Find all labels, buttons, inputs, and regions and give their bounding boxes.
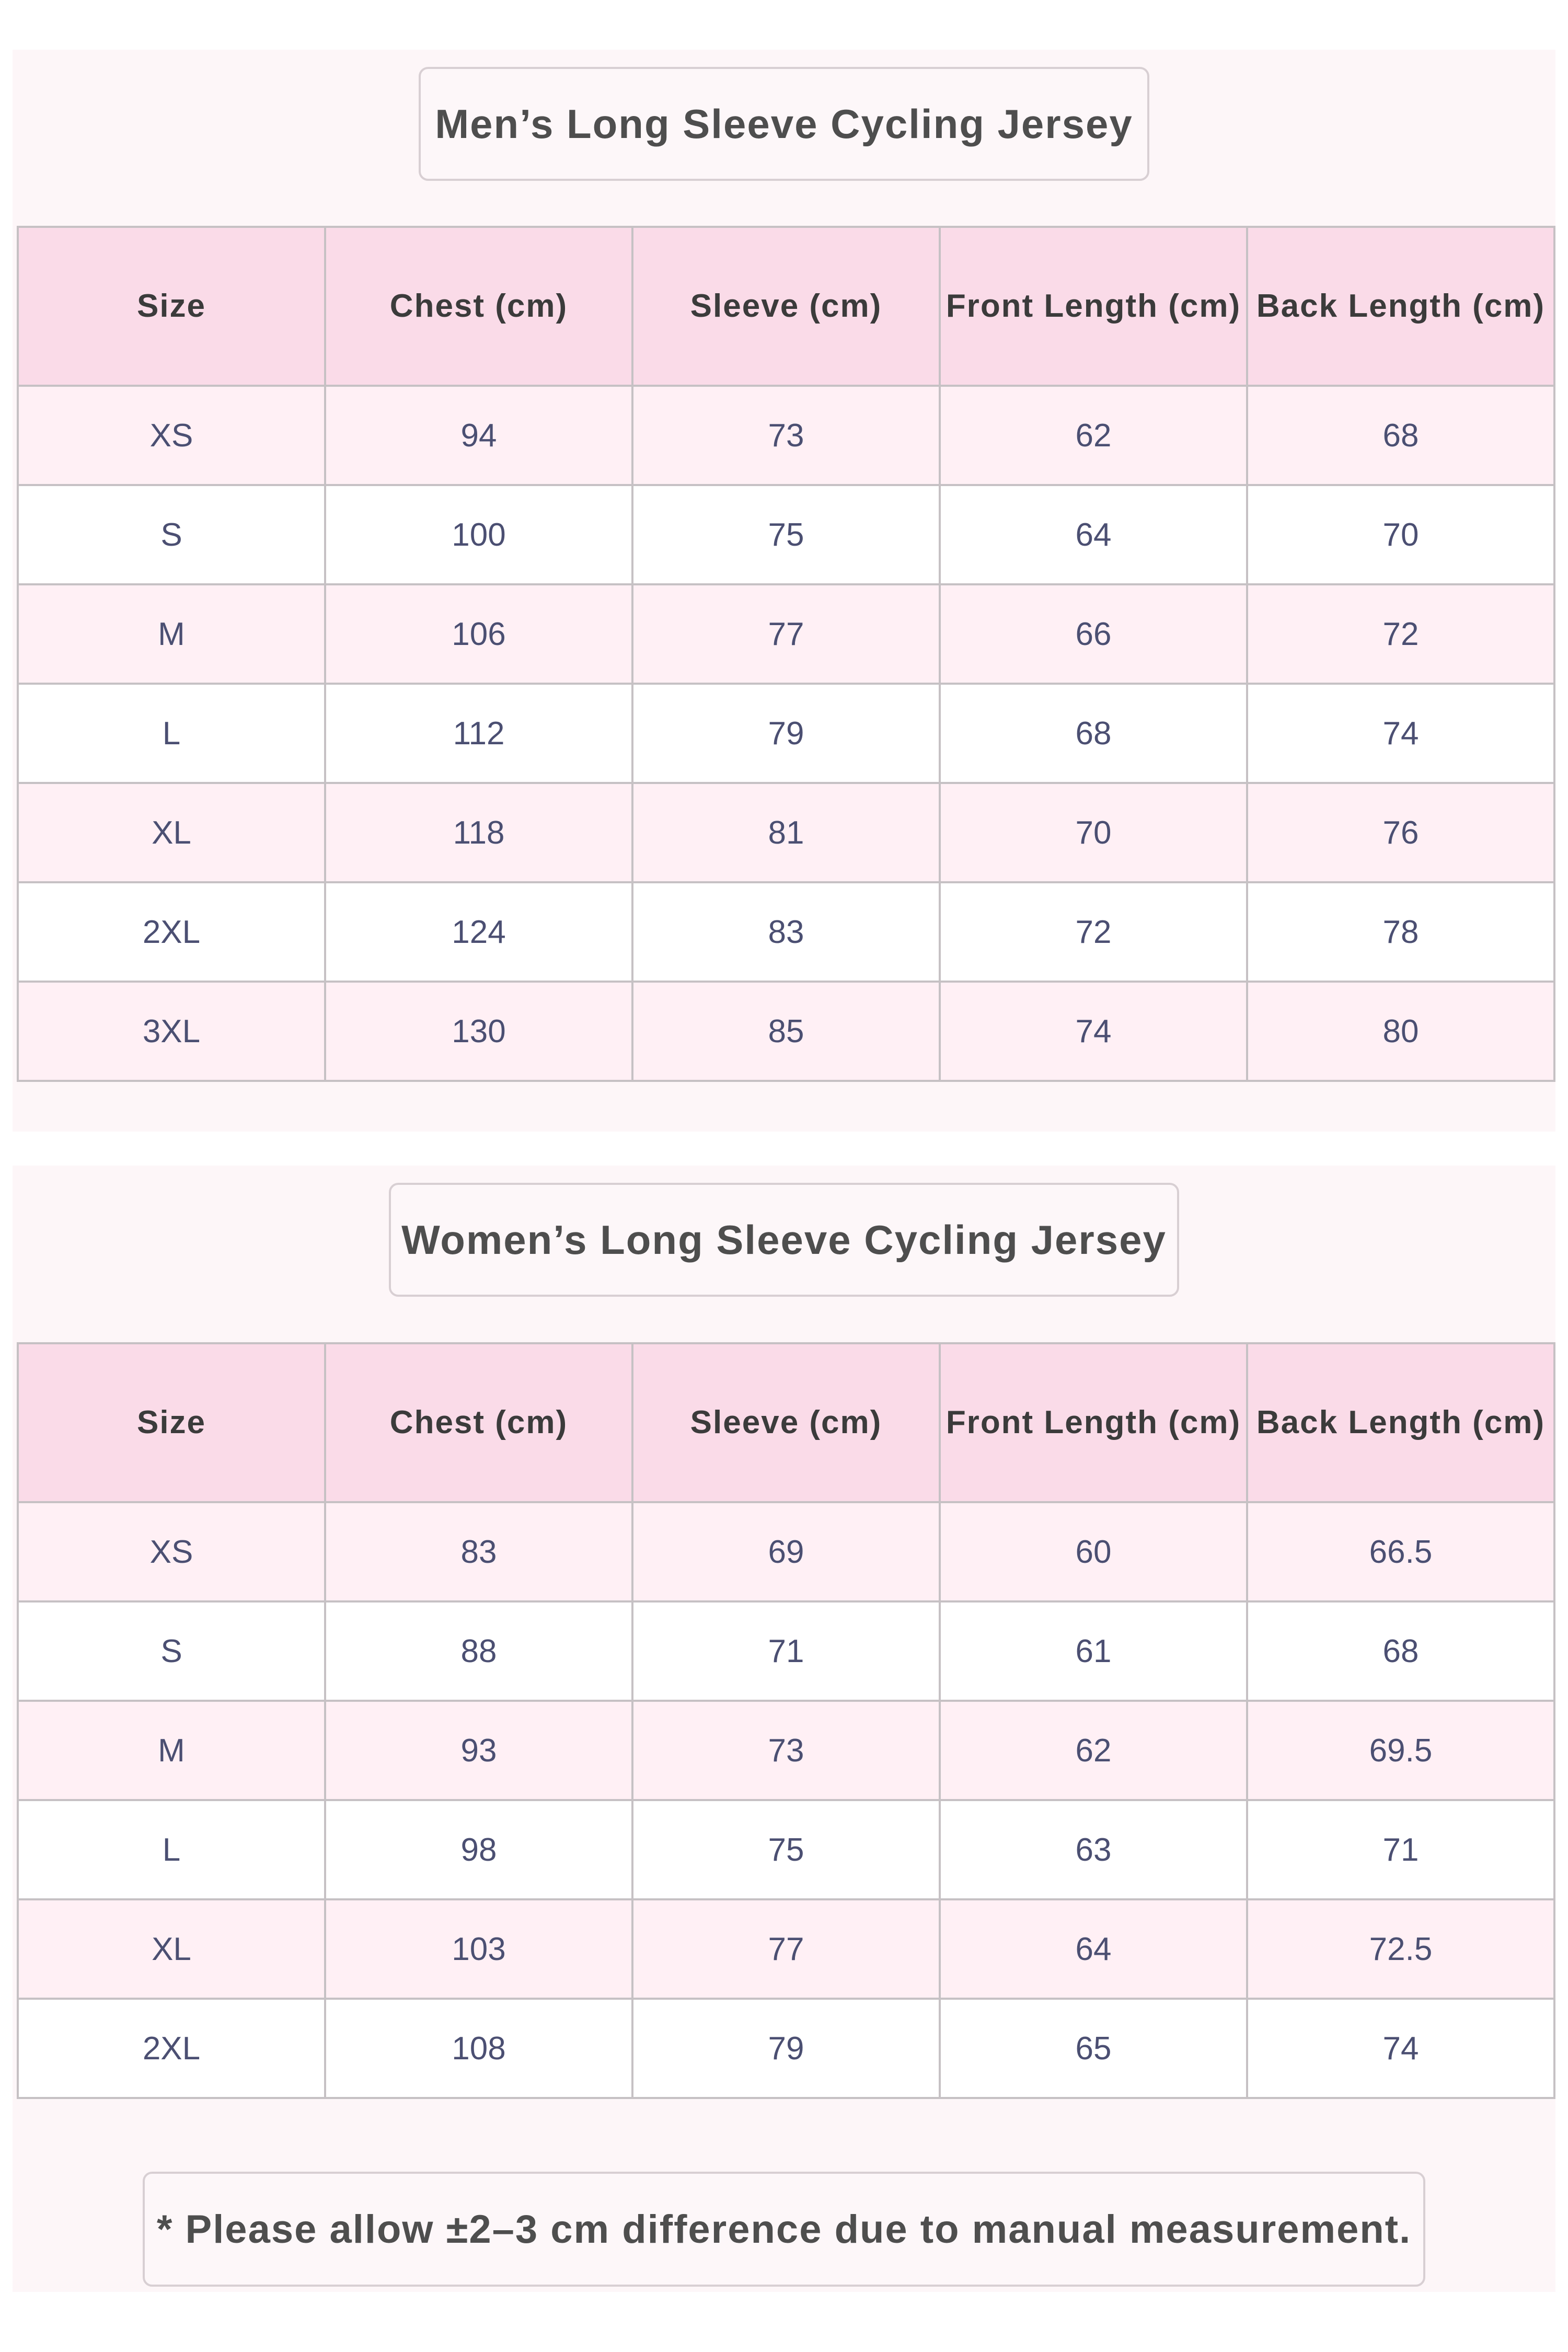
cell-front-length: 61 — [940, 1601, 1247, 1701]
header-sleeve: Sleeve (cm) — [632, 1343, 940, 1502]
cell-chest: 124 — [325, 882, 632, 982]
cell-sleeve: 75 — [632, 1800, 940, 1899]
cell-front-length: 62 — [940, 386, 1247, 485]
cell-back-length: 72.5 — [1247, 1899, 1554, 1999]
cell-sleeve: 81 — [632, 783, 940, 882]
cell-back-length: 66.5 — [1247, 1502, 1554, 1601]
cell-sleeve: 75 — [632, 485, 940, 584]
cell-back-length: 74 — [1247, 1999, 1554, 2098]
cell-sleeve: 85 — [632, 982, 940, 1081]
table-row — [18, 1999, 1554, 2098]
table-row — [18, 982, 1554, 1081]
cell-front-length: 63 — [940, 1800, 1247, 1899]
cell-size: L — [18, 1800, 325, 1899]
cell-front-length: 74 — [940, 982, 1247, 1081]
cell-chest: 108 — [325, 1999, 632, 2098]
cell-chest: 103 — [325, 1899, 632, 1999]
men-chart-title: Men’s Long Sleeve Cycling Jersey — [419, 67, 1149, 181]
cell-back-length: 80 — [1247, 982, 1554, 1081]
cell-chest: 88 — [325, 1601, 632, 1701]
header-size: Size — [18, 1343, 325, 1502]
cell-front-length: 60 — [940, 1502, 1247, 1601]
table-row — [18, 1502, 1554, 1601]
cell-chest: 130 — [325, 982, 632, 1081]
cell-size: 2XL — [18, 1999, 325, 2098]
cell-back-length: 70 — [1247, 485, 1554, 584]
cell-size: XS — [18, 1502, 325, 1601]
cell-back-length: 78 — [1247, 882, 1554, 982]
cell-chest: 100 — [325, 485, 632, 584]
cell-size: XL — [18, 783, 325, 882]
cell-size: L — [18, 684, 325, 783]
cell-chest: 93 — [325, 1701, 632, 1800]
header-size: Size — [18, 227, 325, 386]
cell-back-length: 74 — [1247, 684, 1554, 783]
cell-sleeve: 71 — [632, 1601, 940, 1701]
cell-back-length: 71 — [1247, 1800, 1554, 1899]
men-size-chart-section — [13, 50, 1555, 1132]
cell-size: XL — [18, 1899, 325, 1999]
cell-sleeve: 73 — [632, 386, 940, 485]
cell-front-length: 64 — [940, 485, 1247, 584]
women-chart-title: Women’s Long Sleeve Cycling Jersey — [389, 1183, 1179, 1297]
cell-chest: 98 — [325, 1800, 632, 1899]
men-size-table — [17, 226, 1555, 1082]
table-row — [18, 386, 1554, 485]
table-row — [18, 485, 1554, 584]
table-row — [18, 1899, 1554, 1999]
table-row — [18, 684, 1554, 783]
table-header-row — [18, 1343, 1554, 1502]
table-row — [18, 1601, 1554, 1701]
cell-sleeve: 83 — [632, 882, 940, 982]
cell-size: M — [18, 1701, 325, 1800]
cell-front-length: 66 — [940, 584, 1247, 684]
header-sleeve: Sleeve (cm) — [632, 227, 940, 386]
table-row — [18, 783, 1554, 882]
cell-size: 2XL — [18, 882, 325, 982]
cell-sleeve: 79 — [632, 684, 940, 783]
cell-front-length: 64 — [940, 1899, 1247, 1999]
header-back-length: Back Length (cm) — [1247, 227, 1554, 386]
cell-back-length: 76 — [1247, 783, 1554, 882]
cell-sleeve: 73 — [632, 1701, 940, 1800]
header-chest: Chest (cm) — [325, 227, 632, 386]
cell-front-length: 65 — [940, 1999, 1247, 2098]
cell-front-length: 72 — [940, 882, 1247, 982]
women-size-table — [17, 1342, 1555, 2099]
cell-front-length: 70 — [940, 783, 1247, 882]
header-chest: Chest (cm) — [325, 1343, 632, 1502]
cell-sleeve: 77 — [632, 584, 940, 684]
table-header-row — [18, 227, 1554, 386]
cell-front-length: 68 — [940, 684, 1247, 783]
table-row — [18, 1701, 1554, 1800]
cell-chest: 118 — [325, 783, 632, 882]
cell-size: 3XL — [18, 982, 325, 1081]
header-front-length: Front Length (cm) — [940, 227, 1247, 386]
cell-size: S — [18, 485, 325, 584]
cell-sleeve: 79 — [632, 1999, 940, 2098]
measurement-note: * Please allow ±2–3 cm difference due to manual measurement. — [143, 2172, 1425, 2287]
cell-back-length: 68 — [1247, 1601, 1554, 1701]
women-size-chart-section — [13, 1166, 1555, 2292]
cell-back-length: 69.5 — [1247, 1701, 1554, 1800]
cell-back-length: 68 — [1247, 386, 1554, 485]
table-row — [18, 1800, 1554, 1899]
cell-sleeve: 69 — [632, 1502, 940, 1601]
header-back-length: Back Length (cm) — [1247, 1343, 1554, 1502]
table-row — [18, 584, 1554, 684]
cell-size: M — [18, 584, 325, 684]
header-front-length: Front Length (cm) — [940, 1343, 1247, 1502]
cell-chest: 112 — [325, 684, 632, 783]
cell-size: XS — [18, 386, 325, 485]
cell-chest: 83 — [325, 1502, 632, 1601]
table-row — [18, 882, 1554, 982]
cell-front-length: 62 — [940, 1701, 1247, 1800]
cell-sleeve: 77 — [632, 1899, 940, 1999]
cell-chest: 94 — [325, 386, 632, 485]
cell-back-length: 72 — [1247, 584, 1554, 684]
cell-size: S — [18, 1601, 325, 1701]
cell-chest: 106 — [325, 584, 632, 684]
